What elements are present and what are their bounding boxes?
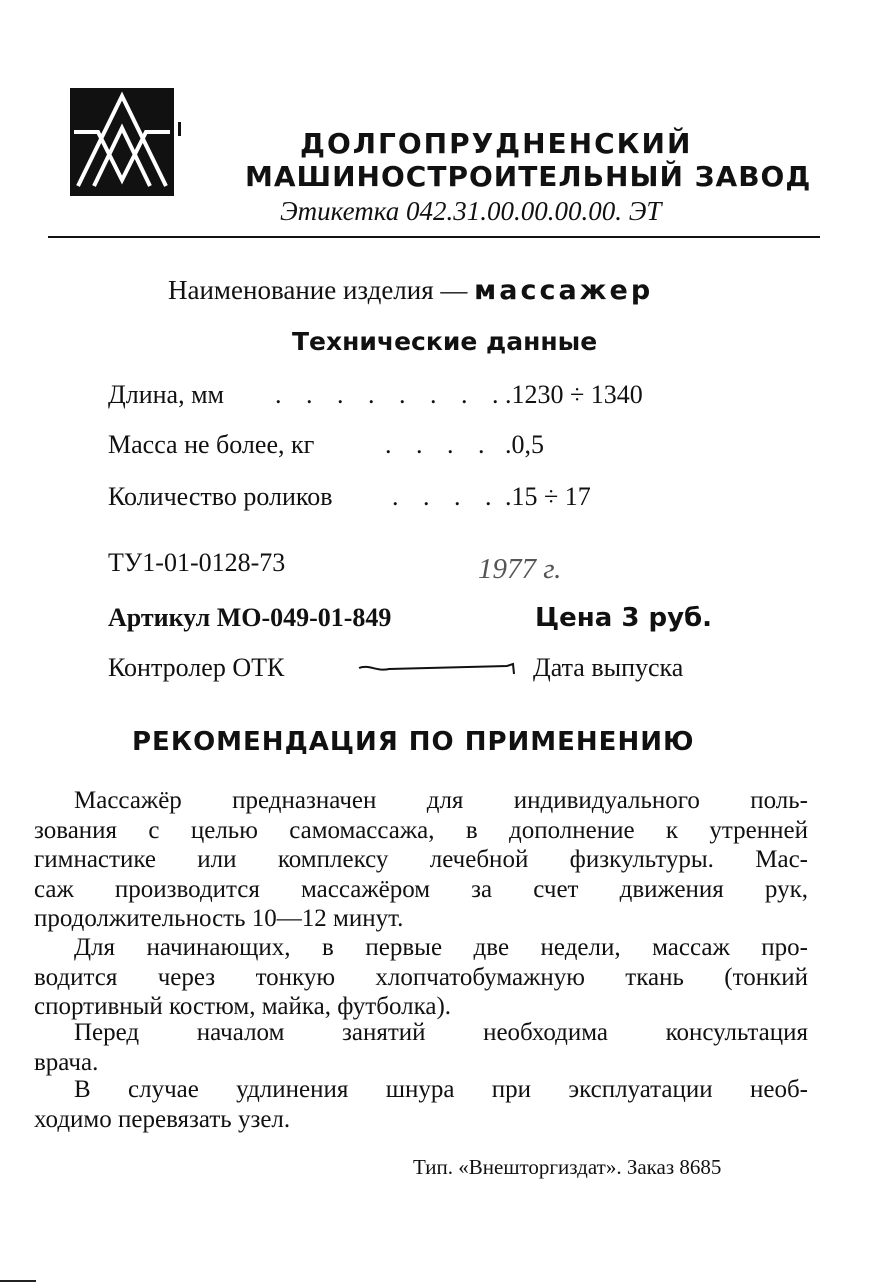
price: Цена 3 руб.: [535, 603, 713, 633]
recommendation-heading: РЕКОМЕНДАЦИЯ ПО ПРИМЕНЕНИЮ: [132, 727, 695, 757]
recommendation-paragraph-1: [34, 786, 808, 934]
text-line: Перед началом занятий необходима консультация: [74, 1019, 808, 1046]
spec-dots-mass: . . . .: [385, 430, 494, 459]
printer-imprint: Тип. «Внешторгиздат». Заказ 8685: [413, 1155, 722, 1179]
footer-mark: [0, 1280, 36, 1282]
spec-label-rollers: Количество роликов: [108, 482, 333, 511]
recommendation-paragraph-4: [34, 1075, 808, 1134]
spec-dots-length: . . . . . . . .: [275, 380, 508, 409]
release-date-label: Дата выпуска: [533, 653, 684, 682]
recommendation-paragraph-2: [34, 933, 808, 1022]
text-line: Массажёр предназначен для индивидуального поль-: [74, 787, 808, 814]
text-line: гимнастике или комплексу лечебной физкультуры. Мас-: [34, 846, 808, 873]
spec-label-mass: Масса не более, кг: [108, 430, 315, 459]
tu-code: ТУ1-01-0128-73: [108, 548, 286, 577]
product-name-prefix: Наименование изделия —: [168, 275, 468, 305]
tech-data-heading: Технические данные: [292, 327, 598, 356]
product-name: массажер: [474, 275, 654, 306]
text-line: водится через тонкую хлопчатобумажную ткань (тонкий: [34, 963, 808, 991]
otk-controller-label: Контролер ОТК: [108, 653, 285, 682]
factory-logo: [70, 88, 182, 196]
factory-name-line1: ДОЛГОПРУДНЕНСКИЙ: [300, 127, 693, 160]
text-line: Для начинающих, в первые две недели, массаж про-: [74, 934, 808, 961]
text-line: саж производится массажёром за счет движения рук,: [34, 875, 808, 903]
text-line: В случае удлинения шнура при эксплуатации необ-: [74, 1076, 808, 1103]
year-stamp: 1977 г.: [478, 553, 562, 585]
text-line: спортивный костюм, майка, футболка).: [34, 993, 452, 1020]
spec-dots-rollers: . . . .: [392, 482, 501, 511]
recommendation-paragraph-3: [34, 1018, 808, 1077]
factory-name-line2: МАШИНОСТРОИТЕЛЬНЫЙ ЗАВОД: [245, 160, 812, 193]
spec-value-mass: .0,5: [505, 430, 544, 459]
article-number: Артикул МО-049-01-849: [108, 603, 392, 632]
spec-label-length: Длина, мм: [108, 380, 224, 409]
label-code: Этикетка 042.31.00.00.00.00. ЭТ: [280, 196, 662, 226]
spec-value-rollers: .15 ÷ 17: [505, 482, 591, 511]
header-divider: [48, 236, 820, 238]
spec-value-length: .1230 ÷ 1340: [505, 380, 643, 409]
text-line: продолжительность 10—12 минут.: [34, 905, 404, 932]
text-line: зования с целью самомассажа, в дополнение к утренней: [34, 816, 808, 844]
signature-mark: [355, 650, 525, 680]
text-line: ходимо перевязать узел.: [34, 1105, 291, 1133]
product-name-line: [168, 275, 653, 306]
text-line: врача.: [34, 1048, 99, 1076]
